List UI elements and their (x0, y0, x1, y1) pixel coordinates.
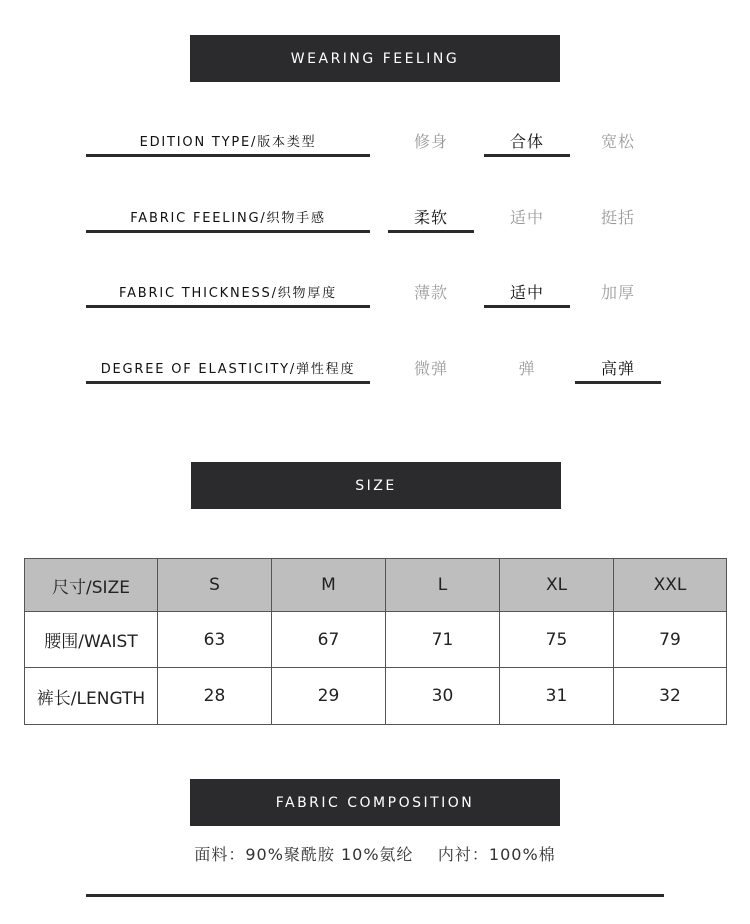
size-title: SIZE (355, 477, 397, 494)
table-cell: 79 (614, 612, 727, 668)
option-thin: 薄款 (413, 282, 448, 302)
option-loose: 宽松 (600, 131, 635, 151)
table-cell: 32 (614, 668, 727, 725)
fabric-composition-title: FABRIC COMPOSITION (275, 794, 475, 811)
option-slight-stretch: 微弹 (413, 358, 448, 378)
header-cell: L (386, 559, 500, 612)
table-cell: 31 (500, 668, 614, 725)
table-cell: 30 (386, 668, 500, 725)
header-cell: XL (500, 559, 614, 612)
wearing-feeling-title: WEARING FEELING (290, 50, 460, 67)
table-row (25, 668, 727, 725)
option-high-stretch-selected: 高弹 (575, 353, 661, 384)
header-cell: XXL (614, 559, 727, 612)
table-cell: 28 (158, 668, 272, 725)
option-soft-selected: 柔软 (388, 202, 474, 233)
option-medium-selected: 适中 (484, 277, 570, 308)
table-row (25, 612, 727, 668)
table-cell: 63 (158, 612, 272, 668)
option-slim: 修身 (413, 131, 448, 151)
size-banner (191, 462, 561, 509)
feeling-row-edition-type (86, 126, 666, 166)
table-cell: 75 (500, 612, 614, 668)
header-cell: 尺寸/SIZE (25, 559, 158, 612)
table-cell: 29 (272, 668, 386, 725)
feeling-row-elasticity (86, 353, 666, 393)
row-label-length: 裤长/LENGTH (25, 668, 158, 725)
option-moderate: 适中 (509, 207, 544, 227)
table-cell: 71 (386, 612, 500, 668)
option-stiff: 挺括 (600, 207, 635, 227)
header-cell: M (272, 559, 386, 612)
fabric-composition-text: 面料：90%聚酰胺 10%氨纶 内衬：100%棉 (194, 845, 556, 864)
elasticity-label: DEGREE OF ELASTICITY/弹性程度 (86, 353, 370, 384)
fabric-thickness-label: FABRIC THICKNESS/织物厚度 (86, 277, 370, 308)
row-label-waist: 腰围/WAIST (25, 612, 158, 668)
option-regular-selected: 合体 (484, 126, 570, 157)
bottom-divider (86, 894, 664, 897)
edition-type-label: EDITION TYPE/版本类型 (86, 126, 370, 157)
size-table (24, 558, 727, 725)
option-stretch: 弹 (518, 358, 536, 378)
feeling-row-fabric-feeling (86, 202, 666, 242)
feeling-row-fabric-thickness (86, 277, 666, 317)
table-cell: 67 (272, 612, 386, 668)
header-cell: S (158, 559, 272, 612)
fabric-feeling-label: FABRIC FEELING/织物手感 (86, 202, 370, 233)
size-table-header-row (25, 559, 727, 612)
option-thick: 加厚 (600, 282, 635, 302)
wearing-feeling-banner (190, 35, 560, 82)
fabric-composition-banner (190, 779, 560, 826)
